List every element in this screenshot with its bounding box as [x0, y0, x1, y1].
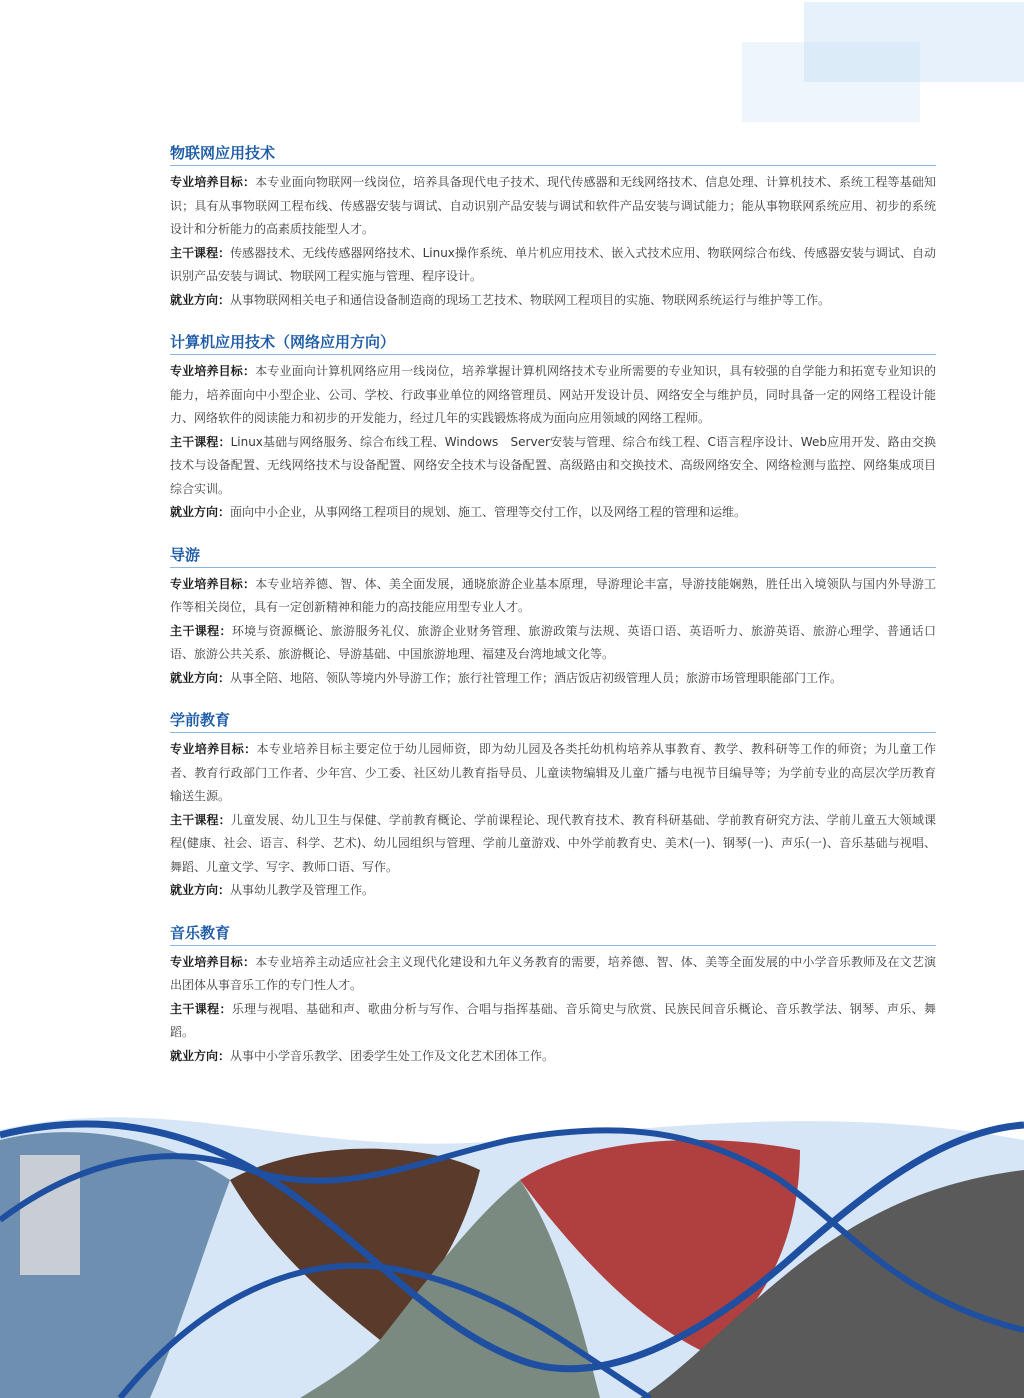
training-goal	[170, 951, 936, 998]
label: 就业方向：	[170, 505, 231, 519]
label: 专业培养目标：	[170, 175, 256, 189]
program-section-iot	[170, 142, 936, 312]
text: 本专业培养主动适应社会主义现代化建设和九年义务教育的需要，培养德、智、体、美等全面发展的中小学音乐教师及在文艺演出团体从事音乐工作的专门性人才。	[170, 954, 936, 992]
label: 主干课程：	[170, 1001, 232, 1016]
program-section-preschool	[170, 709, 936, 903]
section-title: 学前教育	[170, 709, 936, 733]
employment-direction	[170, 289, 936, 313]
section-title: 物联网应用技术	[170, 142, 936, 166]
program-section-tour-guide	[170, 544, 936, 691]
label: 主干课程：	[170, 434, 231, 449]
label: 主干课程：	[170, 245, 231, 260]
text: 本专业面向计算机网络应用一线岗位，培养掌握计算机网络技术专业所需要的专业知识，具有较强的自学能力和拓宽专业知识的能力，培养面向中小型企业、公司、学校、行政事业单位的网络管理员、网站开发设计员、网络安全与维护员，同时具备一定的网络工程设计能力、网络软件的阅读能力和初步的开发能力，经过几年的实践锻炼将成为面向应用领域的网络工程师。	[170, 364, 936, 425]
text: 本专业培养目标主要定位于幼儿园师资，即为幼儿园及各类托幼机构培养从事教育、教学、教科研等工作的师资；为儿童工作者、教育行政部门工作者、少年宫、少工委、社区幼儿教育指导员、儿童读物编辑及儿童广播与电视节目编导等；为学前专业的高层次学历教育输送生源。	[170, 742, 936, 803]
label: 就业方向：	[170, 1048, 231, 1063]
program-section-network	[170, 331, 936, 525]
text: 从事幼儿教学及管理工作。	[230, 883, 375, 897]
employment-direction	[170, 879, 936, 903]
employment-direction	[170, 667, 936, 691]
training-goal	[170, 360, 936, 431]
text: Linux基础与网络服务、综合布线工程、Windows Server安装与管理、综合布线工程、C语言程序设计、Web应用开发、路由交换技术与设备配置、无线网络技术与设备配置、网络安全技术与设备配置、高级路由和交换技术、高级网络安全、网络检测与监控、网络集成项目综合实训。	[170, 434, 936, 496]
main-courses	[170, 998, 936, 1045]
employment-direction	[170, 1045, 936, 1069]
main-courses	[170, 242, 936, 289]
label: 主干课程：	[170, 623, 232, 638]
label: 就业方向：	[170, 292, 231, 307]
training-goal	[170, 171, 936, 242]
training-goal	[170, 738, 936, 809]
label: 就业方向：	[170, 883, 231, 897]
label: 专业培养目标：	[170, 364, 256, 378]
label: 就业方向：	[170, 670, 231, 685]
text: 本专业面向物联网一线岗位，培养具备现代电子技术、现代传感器和无线网络技术、信息处理、计算机技术、系统工程等基础知识；具有从事物联网工程布线、传感器安装与调试、自动识别产品安装与调试和软件产品安装与调试能力；能从事物联网系统应用、初步的系统设计和分析能力的高素质技能型人才。	[170, 175, 936, 236]
text: 从事全陪、地陪、领队等境内外导游工作；旅行社管理工作；酒店饭店初级管理人员；旅游市场管理职能部门工作。	[230, 670, 843, 685]
label: 主干课程：	[170, 812, 231, 827]
program-section-music	[170, 922, 936, 1069]
text: 从事物联网相关电子和通信设备制造商的现场工艺技术、物联网工程项目的实施、物联网系统运行与维护等工作。	[230, 292, 831, 307]
section-title: 导游	[170, 544, 936, 568]
text: 本专业培养德、智、体、美全面发展，通晓旅游企业基本原理，导游理论丰富，导游技能娴熟，胜任出入境领队与国内外导游工作等相关岗位，具有一定创新精神和能力的高技能应用型专业人才。	[170, 576, 936, 614]
training-goal	[170, 573, 936, 620]
program-list	[170, 142, 936, 1087]
text: 传感器技术、无线传感器网络技术、Linux操作系统、单片机应用技术、嵌入式技术应用、物联网综合布线、传感器安装与调试、自动识别产品安装与调试、物联网工程实施与管理、程序设计。	[170, 245, 936, 283]
decorative-box	[804, 42, 920, 82]
text: 乐理与视唱、基础和声、歌曲分析与写作、合唱与指挥基础、音乐简史与欣赏、民族民间音乐概论、音乐教学法、钢琴、声乐、舞蹈。	[170, 1001, 936, 1039]
main-courses	[170, 809, 936, 880]
label: 专业培养目标：	[170, 742, 257, 756]
section-title: 音乐教育	[170, 922, 936, 946]
section-title: 计算机应用技术（网络应用方向）	[170, 331, 936, 355]
photo-building	[20, 1155, 80, 1275]
label: 专业培养目标：	[170, 954, 256, 969]
campus-photo-band	[0, 1100, 1024, 1398]
text: 环境与资源概论、旅游服务礼仪、旅游企业财务管理、旅游政策与法规、英语口语、英语听力、旅游英语、旅游心理学、普通话口语、旅游公共关系、旅游概论、导游基础、中国旅游地理、福建及台湾地域文化等。	[170, 623, 936, 661]
text: 儿童发展、幼儿卫生与保健、学前教育概论、学前课程论、现代教育技术、教育科研基础、学前教育研究方法、学前儿童五大领域课程(健康、社会、语言、科学、艺术)、幼儿园组织与管理、学前儿童游戏、中外学前教育史、美术(一)、钢琴(一)、声乐(一)、音乐基础与视唱、舞蹈、儿童文学、写字、教师口语、写作。	[170, 812, 936, 874]
employment-direction	[170, 501, 936, 525]
label: 专业培养目标：	[170, 576, 256, 591]
text: 从事中小学音乐教学、团委学生处工作及文化艺术团体工作。	[230, 1048, 555, 1063]
main-courses	[170, 431, 936, 502]
text: 面向中小企业，从事网络工程项目的规划、施工、管理等交付工作，以及网络工程的管理和运维。	[230, 505, 747, 519]
main-courses	[170, 620, 936, 667]
